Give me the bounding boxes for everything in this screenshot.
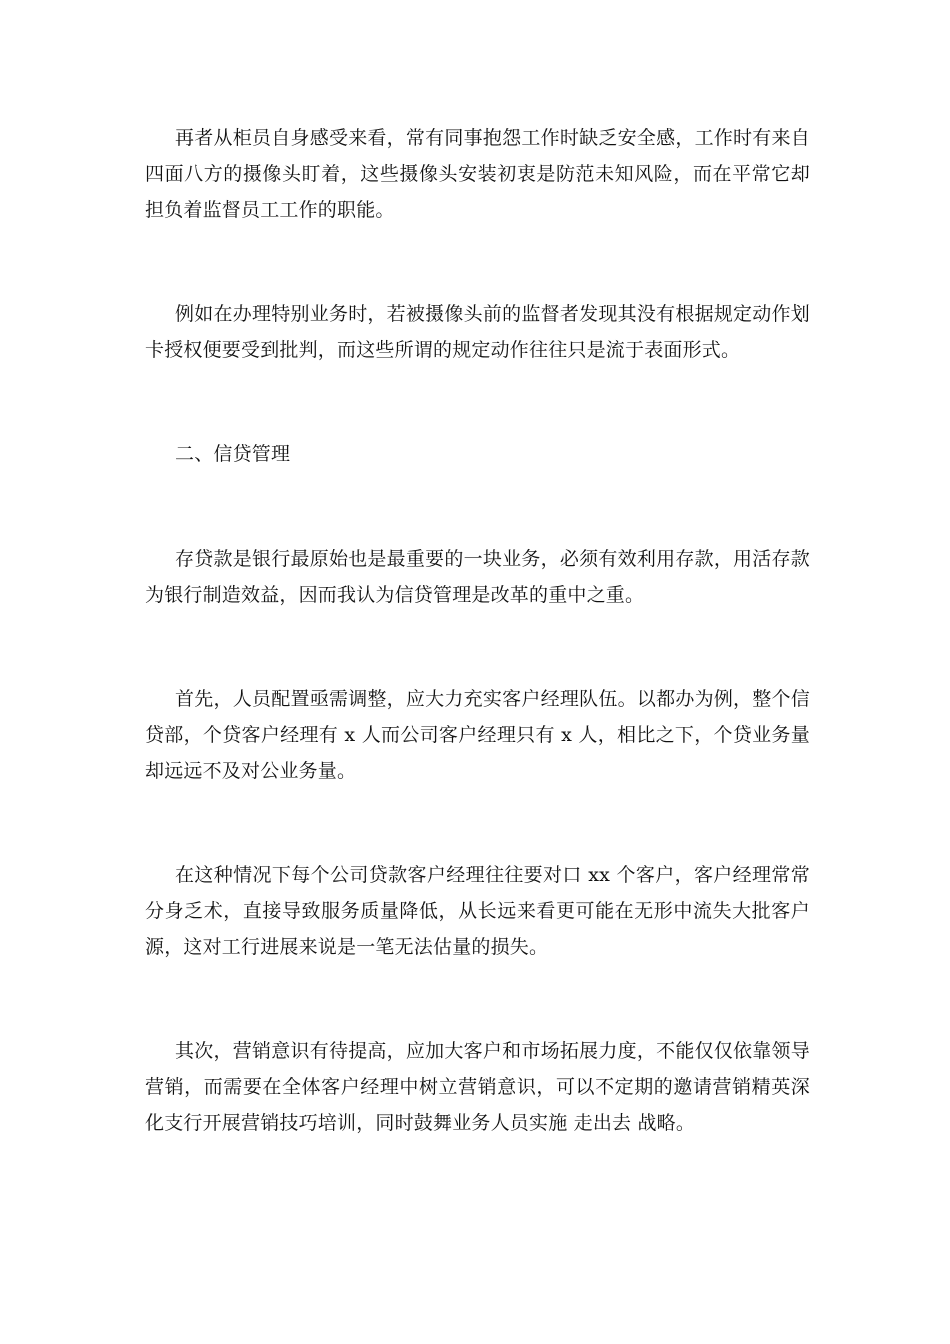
paragraph-deposits-and-loans: 存贷款是银行最原始也是最重要的一块业务，必须有效利用存款，用活存款为银行制造效益，因而我认为信贷管理是改革的重中之重。 [145, 548, 810, 606]
paragraph-special-business-example: 例如在办理特别业务时，若被摄像头前的监督者发现其没有根据规定动作划卡授权便要受到批判，而这些所谓的规定动作往往只是流于表面形式。 [145, 303, 810, 361]
section-heading-credit-management: 二、信贷管理 [175, 443, 291, 465]
paragraph-teller-feelings: 再者从柜员自身感受来看，常有同事抱怨工作时缺乏安全感，工作时有来自四面八方的摄像头盯着，这些摄像头安装初衷是防范未知风险，而在平常它却担负着监督员工工作的职能。 [145, 127, 810, 221]
paragraph-client-manager-load: 在这种情况下每个公司贷款客户经理往往要对口 xx 个客户，客户经理常常分身乏术，直接导致服务质量降低，从长远来看更可能在无形中流失大批客户源，这对工行进展来说是一笔无法估量的损失。 [145, 864, 810, 958]
paragraph-marketing-awareness: 其次，营销意识有待提高，应加大客户和市场拓展力度，不能仅仅依靠领导营销，而需要在全体客户经理中树立营销意识，可以不定期的邀请营销精英深化支行开展营销技巧培训，同时鼓舞业务人员实施 走出去 战略。 [145, 1040, 810, 1134]
paragraph-staffing-adjustment: 首先，人员配置亟需调整，应大力充实客户经理队伍。以都办为例，整个信贷部，个贷客户经理有 x 人而公司客户经理只有 x 人，相比之下，个贷业务量却远远不及对公业务量。 [145, 688, 810, 782]
